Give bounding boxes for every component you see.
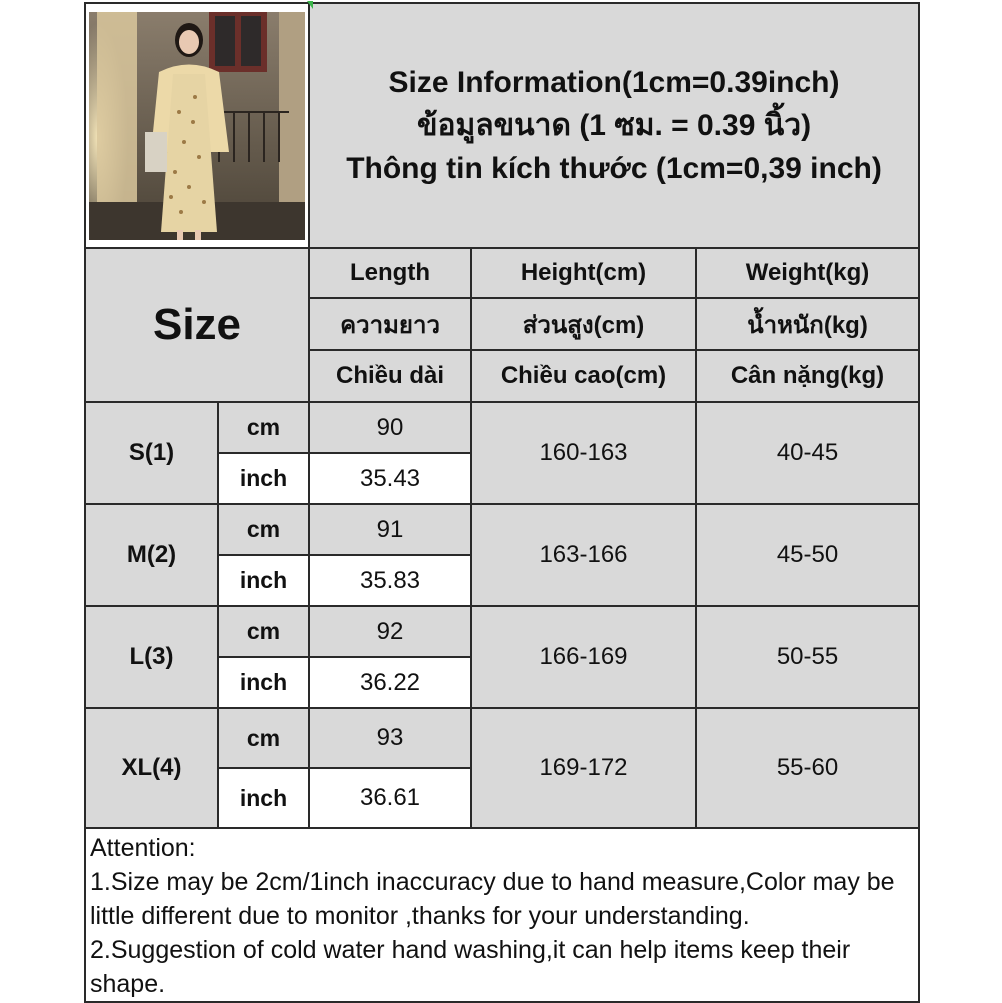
size-label-s: S(1)	[85, 402, 218, 504]
size-label-l: L(3)	[85, 606, 218, 708]
size-label-m: M(2)	[85, 504, 218, 606]
length-header-vi: Chiều dài	[309, 350, 471, 402]
height-range: 163-166	[471, 504, 696, 606]
weight-range: 45-50	[696, 504, 919, 606]
length-inch: 35.43	[309, 453, 471, 504]
title-th: ข้อมูลขนาด (1 ซม. = 0.39 นิ้ว)	[416, 109, 812, 142]
unit-inch: inch	[218, 555, 309, 606]
title-block	[309, 3, 919, 248]
attention-note-2: 2.Suggestion of cold water hand washing,it can help items keep their shape.	[90, 936, 851, 998]
table-row	[85, 708, 919, 768]
length-header-en: Length	[309, 248, 471, 298]
length-header-th: ความยาว	[309, 298, 471, 350]
height-header-th: ส่วนสูง(cm)	[471, 298, 696, 350]
table-row	[85, 402, 919, 453]
size-table	[84, 2, 920, 1003]
unit-inch: inch	[218, 453, 309, 504]
product-photo	[89, 12, 305, 240]
table-row	[85, 606, 919, 657]
table-row	[85, 504, 919, 555]
length-inch: 36.22	[309, 657, 471, 708]
length-cm: 92	[309, 606, 471, 657]
weight-header-en: Weight(kg)	[696, 248, 919, 298]
model-photo-illustration	[89, 12, 305, 240]
unit-cm: cm	[218, 504, 309, 555]
corner-mark-icon	[307, 1, 313, 9]
weight-range: 40-45	[696, 402, 919, 504]
weight-range: 50-55	[696, 606, 919, 708]
attention-note-1: 1.Size may be 2cm/1inch inaccuracy due to hand measure,Color may be little different due to monitor ,thanks for your understanding.	[90, 868, 895, 930]
length-cm: 90	[309, 402, 471, 453]
height-range: 169-172	[471, 708, 696, 828]
length-cm: 91	[309, 504, 471, 555]
weight-header-vi: Cân nặng(kg)	[696, 350, 919, 402]
unit-cm: cm	[218, 708, 309, 768]
weight-header-th: น้ำหนัก(kg)	[696, 298, 919, 350]
height-header-vi: Chiều cao(cm)	[471, 350, 696, 402]
length-inch: 36.61	[309, 768, 471, 828]
length-inch: 35.83	[309, 555, 471, 606]
unit-inch: inch	[218, 768, 309, 828]
size-label-xl: XL(4)	[85, 708, 218, 828]
unit-cm: cm	[218, 402, 309, 453]
attention-heading: Attention:	[90, 834, 196, 862]
height-range: 160-163	[471, 402, 696, 504]
attention-notes	[85, 828, 919, 1002]
size-header: Size	[85, 248, 309, 402]
title-en: Size Information(1cm=0.39inch)	[388, 66, 840, 99]
length-cm: 93	[309, 708, 471, 768]
title-vi: Thông tin kích thước (1cm=0,39 inch)	[346, 152, 882, 185]
product-photo-cell	[85, 3, 309, 248]
weight-range: 55-60	[696, 708, 919, 828]
height-header-en: Height(cm)	[471, 248, 696, 298]
size-chart	[84, 2, 918, 1000]
unit-inch: inch	[218, 657, 309, 708]
unit-cm: cm	[218, 606, 309, 657]
height-range: 166-169	[471, 606, 696, 708]
